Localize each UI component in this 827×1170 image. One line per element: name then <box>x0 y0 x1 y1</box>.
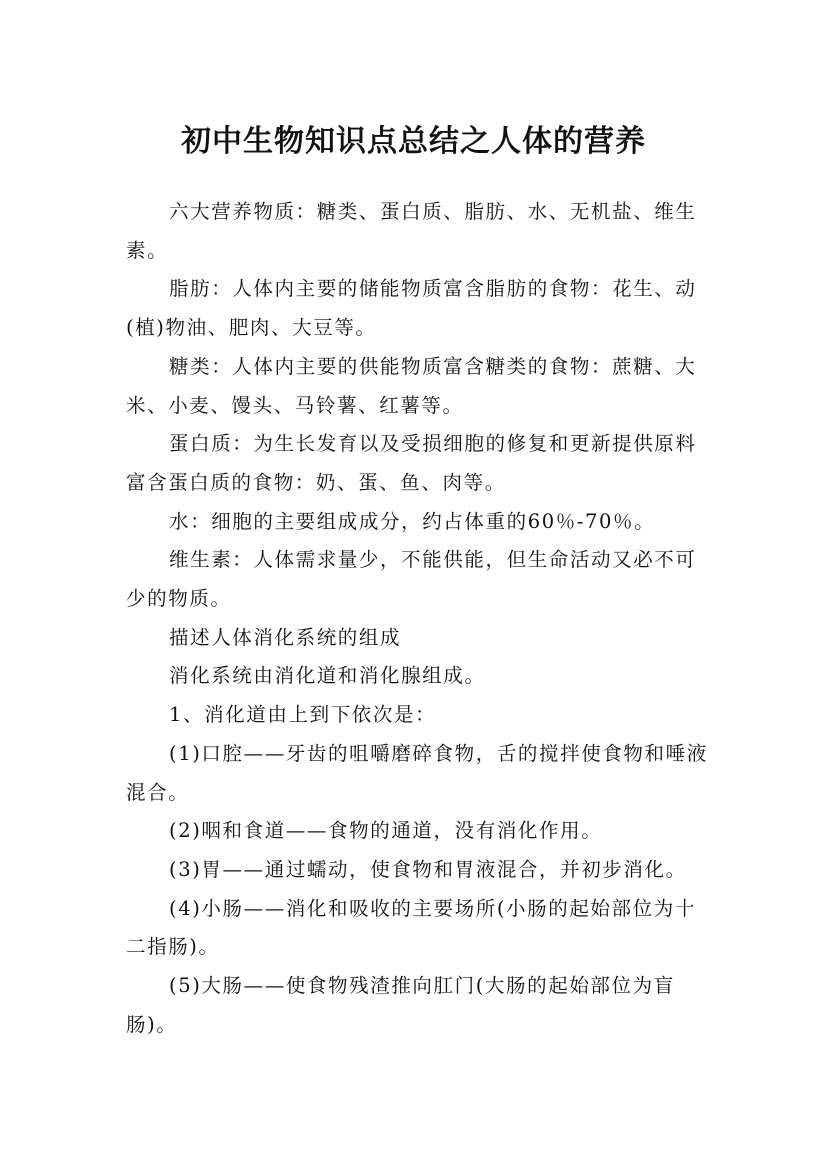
paragraph-protein: 蛋白质：为生长发育以及受损细胞的修复和更新提供原料富含蛋白质的食物：奶、蛋、鱼、肉等。 <box>126 432 697 494</box>
paragraph-vitamins: 维生素：人体需求量少，不能供能，但生命活动又必不可少的物质。 <box>126 548 697 611</box>
paragraph-digestive-heading: 描述人体消化系统的组成 <box>169 625 402 649</box>
paragraph-large-intestine: (5)大肠——使食物残渣推向肛门(大肠的起始部位为盲肠)。 <box>126 974 675 1036</box>
paragraph-stomach: (3)胃——通过蠕动，使食物和胃液混合，并初步消化。 <box>169 857 687 881</box>
document-body <box>126 193 716 1044</box>
paragraph-carbohydrates: 糖类：人体内主要的供能物质富含糖类的食物：蔗糖、大米、小麦、馒头、马铃薯、红薯等。 <box>126 354 697 417</box>
paragraph-digestive-tract-order: 1、消化道由上到下依次是： <box>169 703 437 727</box>
paragraph-water: 水：细胞的主要组成成分，约占体重的60％-70％。 <box>169 509 656 533</box>
paragraph-small-intestine: (4)小肠——消化和吸收的主要场所(小肠的起始部位为十二指肠)。 <box>126 896 696 959</box>
paragraph-pharynx-esophagus: (2)咽和食道——食物的通道，没有消化作用。 <box>169 819 603 843</box>
paragraph-mouth: (1)口腔——牙齿的咀嚼磨碎食物，舌的搅拌使食物和唾液混合。 <box>126 741 708 804</box>
paragraph-nutrients-overview: 六大营养物质：糖类、蛋白质、脂肪、水、无机盐、维生素。 <box>126 200 697 262</box>
paragraph-digestive-system: 消化系统由消化道和消化腺组成。 <box>169 664 486 688</box>
document-title: 初中生物知识点总结之人体的营养 <box>181 124 646 160</box>
paragraph-fat: 脂肪：人体内主要的储能物质富含脂肪的食物：花生、动(植)物油、肥肉、大豆等。 <box>126 277 697 340</box>
